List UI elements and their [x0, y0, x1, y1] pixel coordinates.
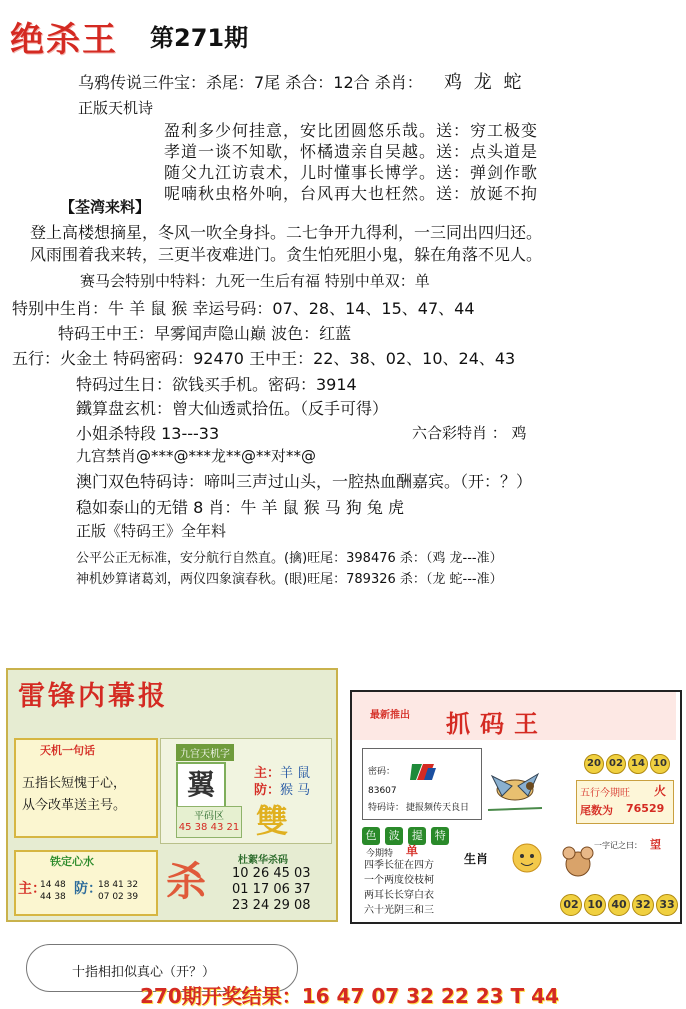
kill-row-2: 01 17 06 37: [232, 882, 311, 897]
code-label: 密码：: [368, 767, 396, 777]
zhu-label: 主：: [254, 766, 281, 781]
kill-character: 杀: [166, 858, 206, 905]
clue-line-3: 两耳长长穿白衣: [364, 890, 434, 901]
line-liuhe: 六合彩特肖 ： 鸡: [412, 424, 527, 442]
previous-result: 270期开奖结果：16 47 07 32 22 23 T 44: [140, 984, 559, 1008]
line-special-1: 赛马会特别中特料：九死一生后有福 特别中单双：单: [80, 272, 430, 290]
zhu-values: 羊 鼠: [280, 766, 311, 781]
box1-text-1: 五指长短愧于心，: [22, 776, 127, 791]
line-nine-palace: 九宫禁肖@***@***龙**@**对**@: [76, 447, 317, 465]
clue-line-2: 一个两度佼枝柯: [364, 875, 434, 886]
line-annual: 正版《特码王》全年料: [76, 522, 227, 540]
box3-zhu-nums-1: 14 48: [40, 880, 66, 890]
line-crow: 乌鸦传说三件宝：杀尾：7尾 杀合：12合 杀肖：: [78, 73, 423, 92]
line-king: 特码王中王：早雾闻声隐山巅 波色：红蓝: [58, 324, 352, 343]
logo-icon: [410, 762, 436, 782]
cloud-text: 十指相扣似真心（开？）: [72, 965, 216, 980]
left-panel-title: 雷锋内幕报: [18, 681, 168, 712]
box4-title: 杜絮华杀码: [238, 855, 288, 866]
zone-label: 平码区: [194, 811, 224, 822]
brand-title: 绝杀王: [10, 20, 118, 60]
box1-text-2: 从今改革送主号。: [22, 798, 127, 813]
para-line-2: 风雨围着我来转，三更半夜难进门。贪生怕死胆小鬼，躲在角落不见人。: [30, 245, 543, 264]
wuxing-value: 火: [654, 784, 667, 798]
bottom-ball-1: 02: [560, 894, 582, 916]
issue-number: 第271期: [150, 24, 249, 52]
section-heading: 【荃湾来料】: [60, 198, 151, 216]
right-panel-tag: 最新推出: [370, 710, 410, 721]
kill-row-1: 10 26 45 03: [232, 866, 311, 881]
wuxing-label: 五行今期旺: [580, 788, 630, 799]
line-tail-1: 公平公正无标准，安分航行自然直。(擒)旺尾：398476 杀：（鸡 龙---准）: [76, 551, 503, 566]
zone-values: 45 38 43 21: [178, 822, 240, 833]
right-panel-title: 抓码王: [446, 709, 548, 738]
mouse-illustration-icon: [558, 842, 598, 882]
bottom-ball-4: 32: [632, 894, 654, 916]
poem-line-2: 孝道一谈不知歇，怀橘遗亲自吴越。送：点头道是: [164, 142, 539, 161]
sun-illustration-icon: [500, 834, 554, 882]
kill-row-3: 23 24 29 08: [232, 898, 311, 913]
line-macau: 澳门双色特码诗：啼叫三声过山头，一腔热血酬嘉宾。（开：？）: [76, 472, 533, 491]
tail-value: 76529: [626, 802, 665, 815]
poem-line-3: 随父九江访袁术，儿时懂事长博学。送：弹剑作歌: [164, 163, 539, 182]
fang-values: 猴 马: [280, 783, 311, 798]
line-crow-kill: 鸡 龙 蛇: [444, 72, 525, 93]
poem-label: 特码诗：: [368, 803, 405, 813]
fang-label: 防：: [254, 783, 281, 798]
tag-3: 提: [408, 827, 426, 845]
double-character: 雙: [256, 802, 289, 840]
line-poem-title: 正版天机诗: [78, 99, 154, 117]
kill-value: 单: [406, 844, 419, 858]
tail-label: 尾数为: [580, 804, 613, 817]
tag-2: 波: [385, 827, 403, 845]
mystery-character: 翼: [176, 762, 226, 808]
line-wuxing: 五行：火金土 特码密码：92470 王中王：22、38、02、10、24、43: [12, 349, 516, 368]
clue-line-1: 四季长征在四方: [364, 860, 434, 871]
line-tail-2: 神机妙算诸葛刘，两仪四象演春秋。(眼)旺尾：789326 杀：（龙 蛇---准）: [76, 572, 503, 587]
poem-line-1: 盈利多少何挂意，安比团圆悠乐哉。送：穷工极变: [164, 121, 539, 140]
line-special-zodiac: 特别中生肖：牛 羊 鼠 猴 幸运号码：07、28、14、15、47、44: [12, 299, 475, 318]
code-value: 83607: [368, 786, 397, 796]
box3-zhu-label: 主：: [18, 881, 46, 897]
bottom-ball-3: 40: [608, 894, 630, 916]
poem-value: 捷报频传天良日: [406, 803, 470, 813]
box3-zhu-nums-2: 44 38: [40, 892, 66, 902]
line-eight: 稳如泰山的无错 8 肖：牛 羊 鼠 猴 马 狗 兔 虎: [76, 498, 404, 517]
box3-fang-nums-1: 18 41 32: [98, 880, 139, 890]
top-ball-1: 20: [584, 754, 604, 774]
kill-label: 今期特: [366, 849, 394, 859]
bottom-ball-5: 33: [656, 894, 678, 916]
box3-fang-nums-2: 07 02 39: [98, 892, 139, 902]
para-line-1: 登上高楼想摘星，冬风一吹全身抖。二七争开九得利，一三同出四归还。: [30, 223, 543, 242]
top-ball-2: 02: [606, 754, 626, 774]
bird-illustration-icon: [482, 756, 548, 816]
box3-title: 铁定心水: [50, 855, 94, 868]
clue-line-4: 六十光阴三和三: [364, 905, 434, 916]
line-birthday: 特码过生日：欲钱买手机。密码：3914: [76, 375, 357, 394]
bottom-ball-2: 10: [584, 894, 606, 916]
top-ball-4: 10: [650, 754, 670, 774]
yizi-value: 望: [650, 838, 661, 851]
yizi-label: 一字记之曰：: [594, 841, 642, 850]
box2-title: 九宫天机字: [176, 744, 234, 761]
poem-line-4: 呢喃秋虫格外响，台风再大也枉然。送：放诞不拘: [164, 184, 539, 203]
tag-4: 特: [431, 827, 449, 845]
box3-fang-label: 防：: [74, 881, 102, 897]
line-miss: 小姐杀特段 13---33: [76, 424, 220, 443]
line-abacus: 鐵算盘玄机：曾大仙透贰拾伍。（反手可得）: [76, 399, 389, 418]
top-ball-3: 14: [628, 754, 648, 774]
shengxiao-label: 生肖: [464, 852, 489, 866]
tag-1: 色: [362, 827, 380, 845]
box1-title: 天机一句话: [40, 744, 95, 757]
zone-numbers: [176, 806, 242, 838]
clue-lines: [364, 858, 434, 918]
